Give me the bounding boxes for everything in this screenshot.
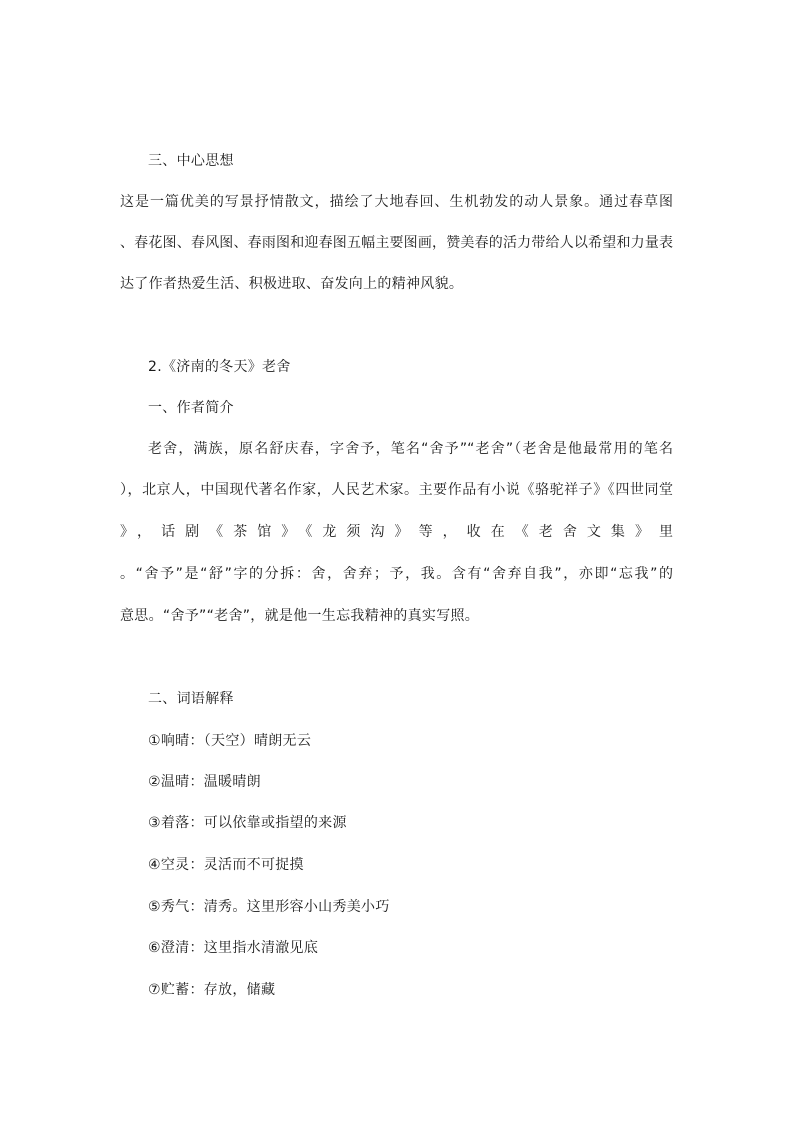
paragraph-line: 达了作者热爱生活、积极进取、奋发向上的精神风貌。 bbox=[120, 276, 464, 292]
section-heading-vocabulary: 二、词语解释 bbox=[148, 691, 234, 707]
vocab-item: ⑥澄清：这里指水清澈见底 bbox=[148, 940, 319, 956]
vocab-item: ⑦贮蓄：存放，储藏 bbox=[148, 982, 276, 998]
paragraph-line: 老舍，满族，原名舒庆春，字舍予，笔名“舍予”“老舍”（老舍是他最常用的笔名 bbox=[148, 441, 673, 457]
vocab-item: ①响晴：（天空）晴朗无云 bbox=[148, 733, 312, 749]
vocab-item: ⑤秀气：清秀。这里形容小山秀美小巧 bbox=[148, 899, 390, 915]
lesson-title: 2.《济南的冬天》老舍 bbox=[148, 359, 291, 375]
paragraph-line: 。“舍予”是“舒”字的分拆：舍，舍弃；予，我。含有“舍弃自我”，亦即“忘我”的 bbox=[120, 566, 673, 582]
paragraph-line: 》，话剧《茶馆》《龙须沟》等，收在《老舍文集》里 bbox=[120, 524, 673, 540]
paragraph-line: 这是一篇优美的写景抒情散文，描绘了大地春回、生机勃发的动人景象。通过春草图 bbox=[120, 194, 673, 210]
paragraph-line: 意思。“舍予”“老舍”，就是他一生忘我精神的真实写照。 bbox=[120, 608, 480, 624]
vocab-item: ②温晴：温暖晴朗 bbox=[148, 774, 261, 790]
paragraph-line: 、春花图、春风图、春雨图和迎春图五幅主要图画，赞美春的活力带给人以希望和力量表 bbox=[120, 235, 673, 251]
paragraph-line: ），北京人，中国现代著名作家，人民艺术家。主要作品有小说《骆驼祥子》《四世同堂 bbox=[120, 482, 673, 498]
vocab-item: ③着落：可以依靠或指望的来源 bbox=[148, 815, 347, 831]
vocab-item: ④空灵：灵活而不可捉摸 bbox=[148, 857, 304, 873]
section-heading-author: 一、作者简介 bbox=[148, 400, 234, 416]
section-heading-central-idea: 三、中心思想 bbox=[148, 153, 234, 169]
